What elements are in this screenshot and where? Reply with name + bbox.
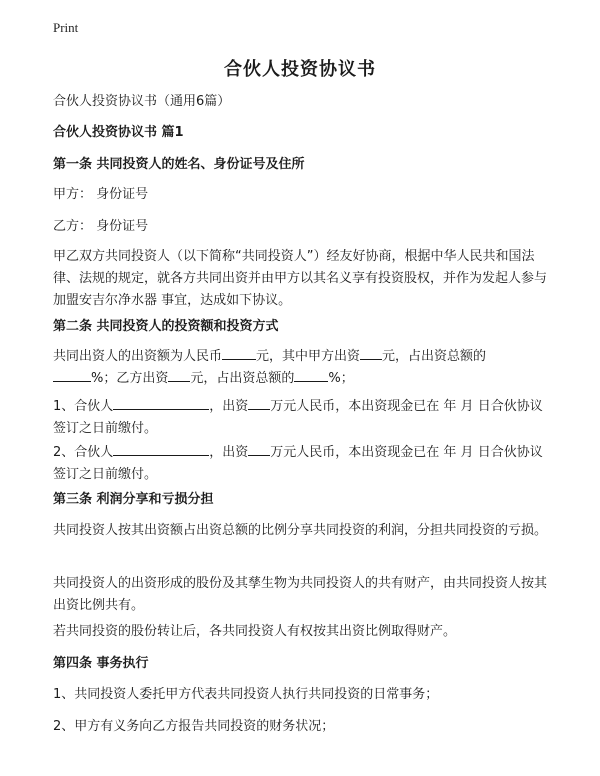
article-2-heading: 第二条 共同投资人的投资额和投资方式 bbox=[53, 319, 279, 334]
partner-1-amount-blank bbox=[248, 397, 270, 410]
partner-2-label: 2、合伙人 bbox=[53, 445, 114, 460]
capital-text-5: 元，占出资总额的 bbox=[190, 371, 295, 386]
capital-text-6: %； bbox=[328, 371, 354, 386]
article-1-heading: 第一条 共同投资人的姓名、身份证号及住所 bbox=[53, 157, 305, 172]
section-heading: 合伙人投资协议书 篇1 bbox=[53, 125, 184, 140]
article-3-para-2: 共同投资人的出资形成的股份及其孳生物为共同投资人的共有财产，由共同投资人按其出资比例共有。 bbox=[53, 576, 548, 613]
partner-2-contrib-label: ，出资 bbox=[209, 445, 249, 460]
article-3-para-3: 若共同投资的股份转让后，各共同投资人有权按其出资比例取得财产。 bbox=[53, 624, 457, 639]
article-4-heading: 第四条 事务执行 bbox=[53, 656, 149, 671]
capital-text-3: 元，占出资总额的 bbox=[382, 349, 487, 364]
article-4-item-1: 1、共同投资人委托甲方代表共同投资人执行共同投资的日常事务； bbox=[53, 687, 439, 702]
print-link[interactable]: Print bbox=[53, 20, 79, 35]
partner-1-contrib-label: ，出资 bbox=[209, 399, 249, 414]
article-3-para-1: 共同投资人按其出资额占出资总额的比例分享共同投资的利润，分担共同投资的亏损。 bbox=[53, 523, 548, 538]
article-2-capital-paragraph bbox=[53, 346, 553, 390]
capital-text-1: 共同出资人的出资额为人民币 bbox=[53, 349, 223, 364]
party-b-line: 乙方： 身份证号 bbox=[53, 219, 149, 234]
party-b-percent-blank bbox=[294, 369, 328, 382]
partner-2-amount-blank bbox=[248, 443, 270, 456]
partner-1-item bbox=[53, 396, 553, 440]
partner-1-label: 1、合伙人 bbox=[53, 399, 114, 414]
partner-2-terms: 万元人民币，本出资现金已在 年 月 日合伙协议签订之日前缴付。 bbox=[53, 445, 543, 482]
capital-text-2: 元，其中甲方出资 bbox=[256, 349, 361, 364]
party-b-amount-blank bbox=[168, 369, 190, 382]
party-a-percent-blank bbox=[53, 369, 91, 382]
document-subtitle: 合伙人投资协议书（通用6篇） bbox=[53, 94, 231, 109]
capital-text-4: %；乙方出资 bbox=[91, 371, 169, 386]
partner-1-terms: 万元人民币，本出资现金已在 年 月 日合伙协议签订之日前缴付。 bbox=[53, 399, 543, 436]
article-3-heading: 第三条 利润分享和亏损分担 bbox=[53, 492, 214, 507]
total-amount-blank bbox=[222, 347, 256, 360]
document-title: 合伙人投资协议书 bbox=[224, 59, 376, 80]
partner-2-name-blank bbox=[113, 443, 209, 456]
article-4-item-2: 2、甲方有义务向乙方报告共同投资的财务状况； bbox=[53, 719, 335, 734]
partner-1-name-blank bbox=[113, 397, 209, 410]
partner-2-item bbox=[53, 442, 553, 486]
party-a-line: 甲方： 身份证号 bbox=[53, 187, 149, 202]
article-1-intro: 甲乙双方共同投资人（以下简称“共同投资人”）经友好协商，根据中华人民共和国法律、法规的规定，就各方共同出资并由甲方以其名义享有投资股权，并作为发起人参与 加盟安吉尔净水器 事宜，达成如下协议。 bbox=[53, 249, 548, 308]
party-a-amount-blank bbox=[360, 347, 382, 360]
